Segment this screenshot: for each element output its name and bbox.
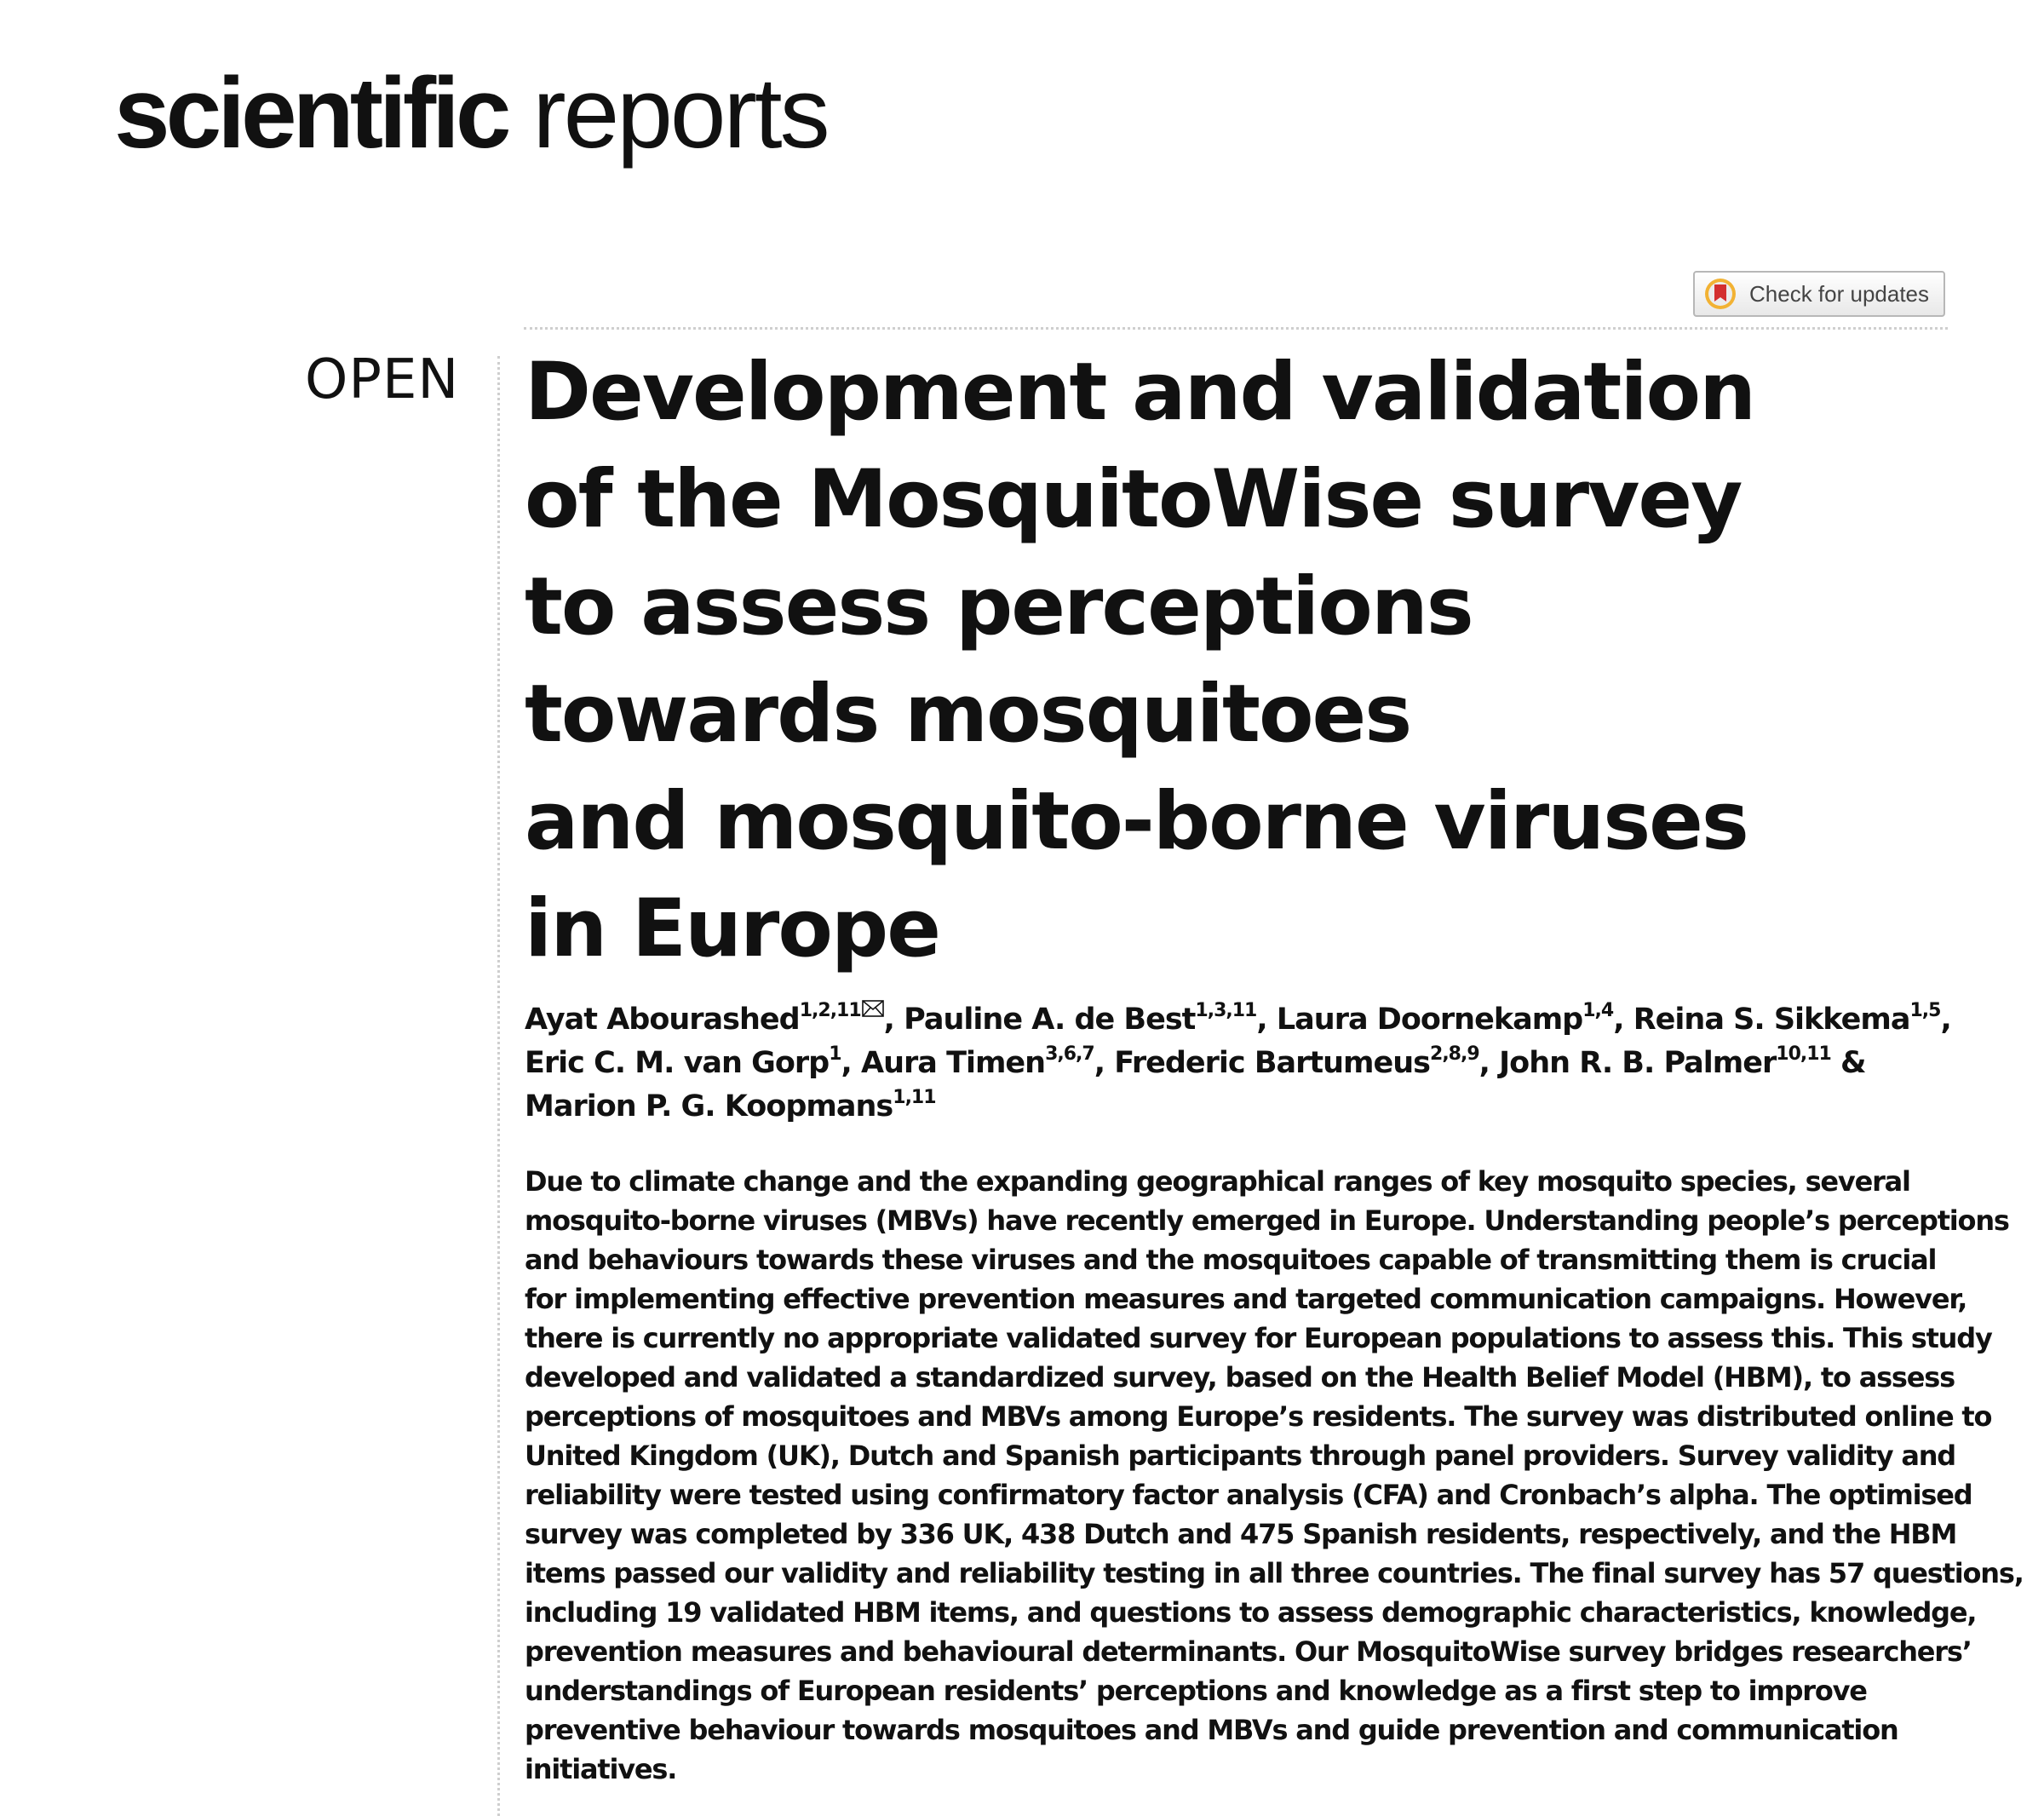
- abstract-line: understandings of European residents’ perceptions and knowledge as a first step to improve: [525, 1675, 1867, 1707]
- journal-name-light: reports: [532, 57, 828, 170]
- author-affiliation[interactable]: 2,8,9: [1430, 1043, 1479, 1065]
- author-name[interactable]: John R. B. Palmer: [1499, 1046, 1777, 1080]
- margin-divider: [497, 356, 500, 1816]
- abstract-line: United Kingdom (UK), Dutch and Spanish participants through panel providers. Survey validity and: [525, 1440, 1956, 1472]
- abstract-line: developed and validated a standardized survey, based on the Health Belief Model (HBM), to assess: [525, 1361, 1955, 1394]
- title-line: Development and validation: [525, 346, 1755, 439]
- author-line: [525, 1085, 1955, 1129]
- author-separator: ,: [1940, 1003, 1951, 1037]
- abstract-line: reliability were tested using confirmatory factor analysis (CFA) and Cronbach’s alpha. The optimised: [525, 1479, 1972, 1511]
- article-title: [525, 339, 1887, 983]
- journal-logo: [114, 57, 828, 170]
- abstract-line: survey was completed by 336 UK, 438 Dutch and 475 Spanish residents, respectively, and the HBM: [525, 1518, 1957, 1550]
- abstract: [525, 1162, 2024, 1789]
- author-name[interactable]: Laura Doornekamp: [1276, 1003, 1583, 1037]
- abstract-line: Due to climate change and the expanding geographical ranges of key mosquito species, several: [525, 1165, 1910, 1198]
- title-line: and mosquito-borne viruses: [525, 775, 1748, 868]
- abstract-line: preventive behaviour towards mosquitoes and MBVs and guide prevention and communication: [525, 1714, 1898, 1746]
- title-line: in Europe: [525, 882, 939, 975]
- author-affiliation[interactable]: 1,3,11: [1195, 1000, 1257, 1021]
- author-name[interactable]: Reina S. Sikkema: [1633, 1003, 1910, 1037]
- author-separator: &: [1830, 1046, 1866, 1080]
- check-for-updates-button[interactable]: [1693, 271, 1945, 317]
- author-line: [525, 1042, 1955, 1085]
- author-affiliation[interactable]: 1,11: [893, 1087, 936, 1108]
- abstract-line: items passed our validity and reliability testing in all three countries. The final survey has 57 questions,: [525, 1557, 2024, 1589]
- author-affiliation[interactable]: 1,5: [1909, 1000, 1941, 1021]
- author-name[interactable]: Ayat Abourashed: [525, 1003, 800, 1037]
- open-access-label: OPEN: [305, 348, 460, 411]
- title-line: to assess perceptions: [525, 560, 1473, 653]
- abstract-line: for implementing effective prevention measures and targeted communication campaigns. However,: [525, 1283, 1967, 1315]
- author-affiliation[interactable]: 1,2,11: [799, 1000, 861, 1021]
- author-name[interactable]: Frederic Bartumeus: [1114, 1046, 1431, 1080]
- author-separator: ,: [1256, 1003, 1277, 1037]
- author-list: [525, 998, 1955, 1129]
- author-separator: ,: [1478, 1046, 1500, 1080]
- author-separator: ,: [841, 1046, 861, 1080]
- header-divider: [524, 327, 1948, 330]
- title-line: of the MosquitoWise survey: [525, 453, 1742, 546]
- author-name[interactable]: Aura Timen: [861, 1046, 1046, 1080]
- corresponding-author-email-icon[interactable]: [862, 1000, 884, 1017]
- abstract-line: perceptions of mosquitoes and MBVs among Europe’s residents. The survey was distributed online to: [525, 1400, 1992, 1433]
- abstract-line: and behaviours towards these viruses and the mosquitoes capable of transmitting them is crucial: [525, 1244, 1937, 1276]
- author-affiliation[interactable]: 10,11: [1776, 1043, 1831, 1065]
- check-for-updates-label: Check for updates: [1749, 280, 1930, 307]
- abstract-line: including 19 validated HBM items, and questions to assess demographic characteristics, knowledge,: [525, 1596, 1977, 1629]
- journal-name-strong: scientific: [114, 57, 508, 170]
- author-name[interactable]: Pauline A. de Best: [904, 1003, 1196, 1037]
- author-separator: ,: [1094, 1046, 1115, 1080]
- abstract-line: there is currently no appropriate validated survey for European populations to assess this. This study: [525, 1322, 1992, 1354]
- title-line: towards mosquitoes: [525, 668, 1411, 761]
- check-for-updates-icon: [1703, 277, 1737, 311]
- author-affiliation[interactable]: 1,4: [1582, 1000, 1614, 1021]
- author-separator: ,: [1613, 1003, 1633, 1037]
- author-separator: ,: [883, 1003, 904, 1037]
- author-line: [525, 998, 1955, 1042]
- author-name[interactable]: Marion P. G. Koopmans: [525, 1089, 893, 1124]
- author-name[interactable]: Eric C. M. van Gorp: [525, 1046, 830, 1080]
- author-affiliation[interactable]: 1: [829, 1043, 841, 1065]
- abstract-line: mosquito-borne viruses (MBVs) have recently emerged in Europe. Understanding people’s perceptions: [525, 1204, 2009, 1237]
- author-affiliation[interactable]: 3,6,7: [1045, 1043, 1094, 1065]
- abstract-line: prevention measures and behavioural determinants. Our MosquitoWise survey bridges researchers’: [525, 1635, 1972, 1668]
- abstract-line: initiatives.: [525, 1753, 677, 1785]
